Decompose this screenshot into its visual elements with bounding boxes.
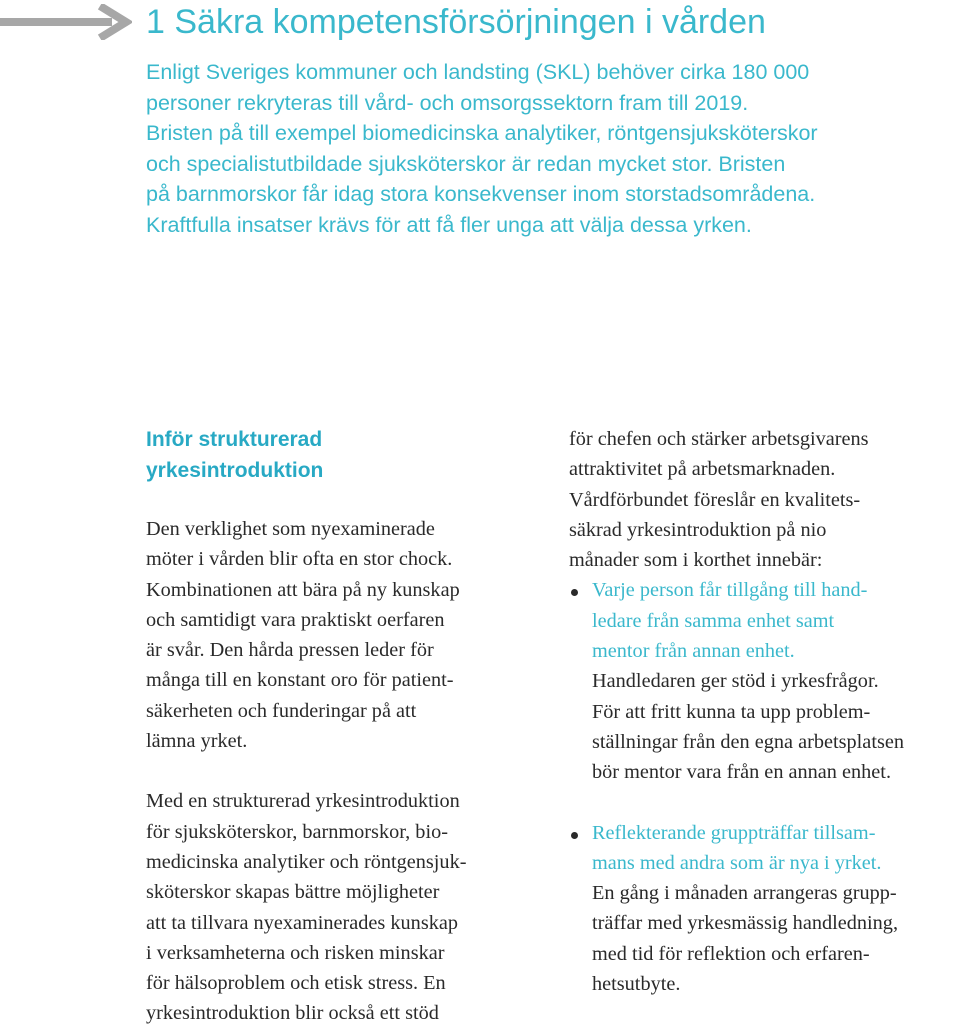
- text-line: säkrad yrkesintroduktion på nio: [569, 518, 827, 541]
- section-heading-line: yrkesintroduktion: [146, 459, 324, 482]
- text-line: Med en strukturerad yrkesintroduktion: [146, 790, 460, 813]
- list-item: [569, 575, 960, 787]
- text-line: yrkesintroduktion blir också ett stöd: [146, 1002, 439, 1025]
- text-line: många till en konstant oro för patient-: [146, 669, 454, 692]
- bullet-icon: [571, 589, 578, 596]
- text-line: Reflekterande gruppträffar tillsam-: [592, 821, 876, 844]
- section-heading-line: Inför strukturerad: [146, 428, 323, 451]
- paragraph-2: [146, 786, 546, 1028]
- paragraph-1: [146, 514, 546, 756]
- section-heading: [146, 424, 546, 486]
- text-line: medicinska analytiker och röntgensjuk-: [146, 850, 467, 873]
- intro-line: personer rekryteras till vård- och omsorgssektorn fram till 2019.: [146, 90, 749, 115]
- bullet-list: [569, 575, 960, 999]
- text-line: för hälsoproblem och etisk stress. En: [146, 972, 446, 995]
- text-line: månader som i korthet innebär:: [569, 549, 823, 572]
- bullet-icon: [571, 832, 578, 839]
- text-line: sköterskor skapas bättre möjligheter: [146, 881, 440, 904]
- intro-line: på barnmorskor får idag stora konsekvenser inom storstadsområdena.: [146, 182, 816, 206]
- text-line: Varje person får tillgång till hand-: [592, 579, 868, 602]
- bullet-highlight: [592, 575, 960, 666]
- bullet-highlight: [592, 818, 960, 879]
- text-line: mentor från annan enhet.: [592, 640, 795, 663]
- text-line: En gång i månaden arrangeras grupp-: [592, 882, 897, 905]
- text-line: är svår. Den hårda pressen leder för: [146, 639, 434, 662]
- text-line: Handledaren ger stöd i yrkesfrågor.: [592, 670, 879, 693]
- text-line: attraktivitet på arbetsmarknaden.: [569, 458, 836, 481]
- text-line: säkerheten och funderingar på att: [146, 699, 417, 722]
- text-line: ledare från samma enhet samt: [592, 609, 835, 632]
- page-title: 1 Säkra kompetensförsörjningen i vården: [146, 3, 766, 41]
- text-line: i verksamheterna och risken minskar: [146, 941, 445, 964]
- bullet-text: [592, 878, 960, 999]
- intro-line: Kraftfulla insatser krävs för att få fler unga att välja dessa yrken.: [146, 212, 752, 237]
- intro-line: Bristen på till exempel biomedicinska analytiker, röntgensjuksköterskor: [146, 121, 818, 145]
- intro-line: och specialistutbildade sjuksköterskor är redan mycket stor. Bristen: [146, 151, 786, 176]
- text-line: ställningar från den egna arbetsplatsen: [592, 730, 904, 753]
- text-line: med tid för reflektion och erfaren-: [592, 942, 870, 965]
- intro-line: Enligt Sveriges kommuner och landsting (SKL) behöver cirka 180 000: [146, 60, 810, 84]
- text-line: bör mentor vara från en annan enhet.: [592, 761, 892, 784]
- text-line: träffar med yrkesmässig handledning,: [592, 912, 899, 935]
- text-line: Den verklighet som nyexaminerade: [146, 518, 435, 540]
- paragraph-3: [569, 424, 960, 575]
- text-line: För att fritt kunna ta upp problem-: [592, 700, 871, 723]
- text-line: Vårdförbundet föreslår en kvalitets-: [569, 488, 861, 511]
- text-line: Kombinationen att bära på ny kunskap: [146, 578, 460, 601]
- text-line: mans med andra som är nya i yrket.: [592, 851, 882, 874]
- left-column: [146, 424, 546, 1029]
- text-line: möter i vården blir ofta en stor chock.: [146, 548, 453, 571]
- text-line: lämna yrket.: [146, 730, 248, 753]
- arrow-right-icon: [0, 4, 132, 40]
- text-line: och samtidigt vara praktiskt oerfaren: [146, 608, 445, 631]
- intro-paragraph: [146, 57, 936, 240]
- text-line: för chefen och stärker arbetsgivarens: [569, 428, 869, 450]
- bullet-text: [592, 666, 960, 787]
- text-line: att ta tillvara nyexaminerades kunskap: [146, 911, 458, 934]
- text-line: för sjuksköterskor, barnmorskor, bio-: [146, 820, 448, 843]
- list-item: [569, 818, 960, 1000]
- right-column: [569, 424, 960, 999]
- text-line: hetsutbyte.: [592, 973, 681, 996]
